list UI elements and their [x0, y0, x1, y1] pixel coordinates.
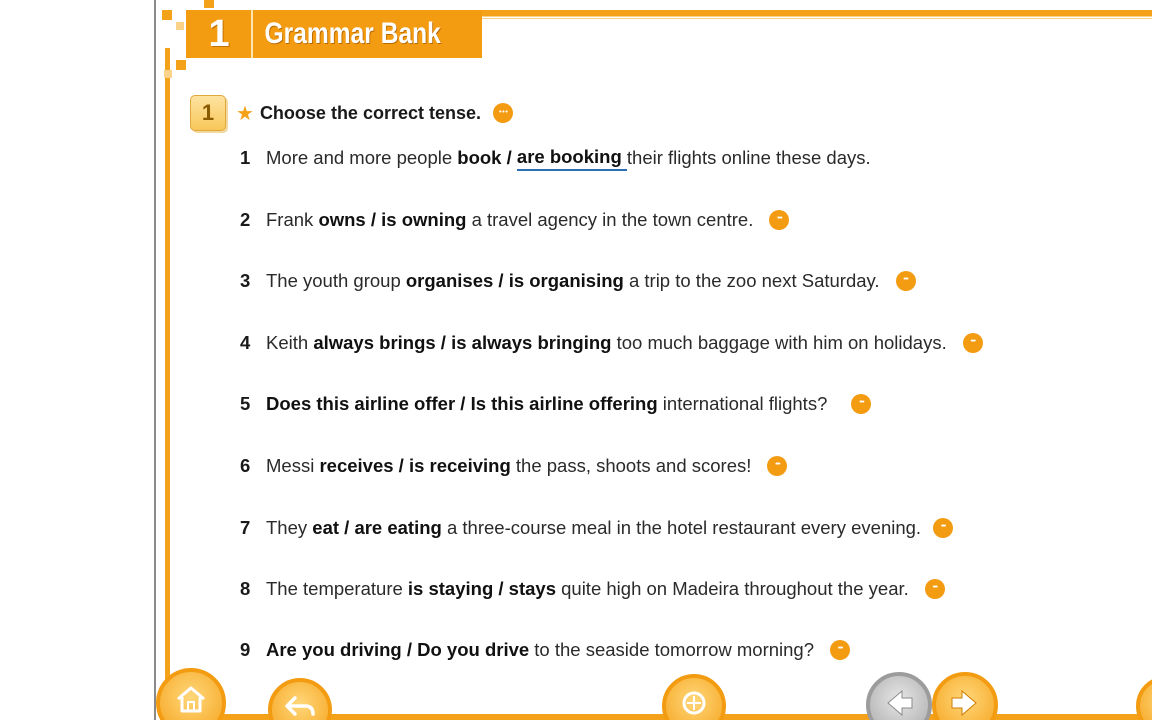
decor-square — [176, 22, 184, 30]
left-rule — [154, 0, 156, 720]
item-text: Keith — [266, 332, 314, 353]
item-number: 6 — [240, 455, 251, 476]
audio-dots-icon[interactable] — [851, 394, 871, 414]
exercise-item-6 — [240, 452, 787, 480]
audio-dots-icon[interactable] — [896, 271, 916, 291]
next-page-button[interactable] — [932, 672, 998, 720]
audio-dots-icon[interactable] — [767, 456, 787, 476]
item-text: More and more people — [266, 147, 458, 168]
item-text: Messi — [266, 455, 320, 476]
tense-options[interactable]: Does this airline offer / Is this airline offering — [266, 393, 658, 414]
exercise-item-3 — [240, 267, 916, 295]
decor-square — [204, 0, 214, 8]
menu-icon — [677, 690, 711, 716]
item-number: 8 — [240, 578, 251, 599]
frame-left-border — [165, 48, 170, 720]
option-a[interactable]: book / — [457, 147, 517, 168]
audio-dots-icon[interactable] — [963, 333, 983, 353]
tense-options[interactable]: eat / are eating — [312, 517, 442, 538]
back-button[interactable] — [268, 678, 332, 720]
section-header — [186, 10, 482, 58]
item-text: too much baggage with him on holidays. — [611, 332, 947, 353]
exercise-number-badge: 1 — [190, 95, 226, 131]
item-number: 9 — [240, 639, 251, 660]
item-text: The temperature — [266, 578, 408, 599]
tense-options[interactable]: receives / is receiving — [319, 455, 511, 476]
exercise-item-8 — [240, 575, 945, 603]
exercise-item-7 — [240, 514, 953, 542]
item-text: to the seaside tomorrow morning? — [529, 639, 814, 660]
item-text: Frank — [266, 209, 319, 230]
item-text: a three-course meal in the hotel restaurant every evening. — [441, 517, 922, 538]
item-text: a travel agency in the town centre. — [466, 209, 754, 230]
tense-options[interactable]: organises / is organising — [405, 270, 624, 291]
exercise-item-2 — [240, 206, 789, 234]
item-text: quite high on Madeira throughout the year. — [555, 578, 909, 599]
arrow-left-icon — [882, 688, 916, 718]
audio-dots-icon[interactable] — [769, 210, 789, 230]
frame-top-border — [480, 10, 1152, 17]
item-number: 1 — [240, 147, 251, 168]
arrow-right-icon — [948, 688, 982, 718]
item-text: their flights online these days. — [626, 147, 871, 168]
exercise-item-9 — [240, 636, 850, 664]
item-number: 7 — [240, 517, 251, 538]
item-text: the pass, shoots and scores! — [510, 455, 752, 476]
tense-options[interactable]: Are you driving / Do you drive — [266, 639, 530, 660]
exercise-item-5 — [240, 390, 871, 418]
item-number: 3 — [240, 270, 251, 291]
audio-dots-icon[interactable] — [925, 579, 945, 599]
frame-top-thin-line — [480, 18, 1152, 19]
selected-answer[interactable]: are booking — [517, 146, 627, 171]
exercise-item-4 — [240, 329, 983, 357]
tense-options[interactable]: owns / is owning — [318, 209, 467, 230]
decor-square — [162, 10, 172, 20]
tense-options[interactable]: is staying / stays — [407, 578, 556, 599]
item-number: 4 — [240, 332, 251, 353]
decor-square — [164, 70, 172, 78]
menu-button[interactable] — [662, 674, 726, 720]
audio-dots-icon[interactable] — [933, 518, 953, 538]
exercise-item-1 — [240, 144, 871, 172]
decor-square — [176, 60, 186, 70]
back-icon — [283, 694, 317, 720]
item-text: international flights? — [657, 393, 828, 414]
exercise-heading — [190, 94, 513, 132]
tense-options[interactable]: always brings / is always bringing — [313, 332, 612, 353]
audio-dots-icon[interactable] — [830, 640, 850, 660]
previous-page-button[interactable] — [866, 672, 932, 720]
home-icon — [174, 684, 208, 714]
item-text: a trip to the zoo next Saturday. — [623, 270, 880, 291]
unit-number: 1 — [208, 12, 229, 55]
item-text: The youth group — [266, 270, 406, 291]
item-number: 5 — [240, 393, 251, 414]
exercise-instruction: Choose the correct tense. — [259, 102, 481, 123]
item-text: They — [266, 517, 313, 538]
star-icon: ★ — [236, 101, 254, 125]
audio-dots-icon[interactable] — [493, 103, 513, 123]
item-number: 2 — [240, 209, 251, 230]
edge-nav-button[interactable] — [1136, 676, 1152, 720]
page-title: Grammar Bank — [264, 17, 441, 50]
